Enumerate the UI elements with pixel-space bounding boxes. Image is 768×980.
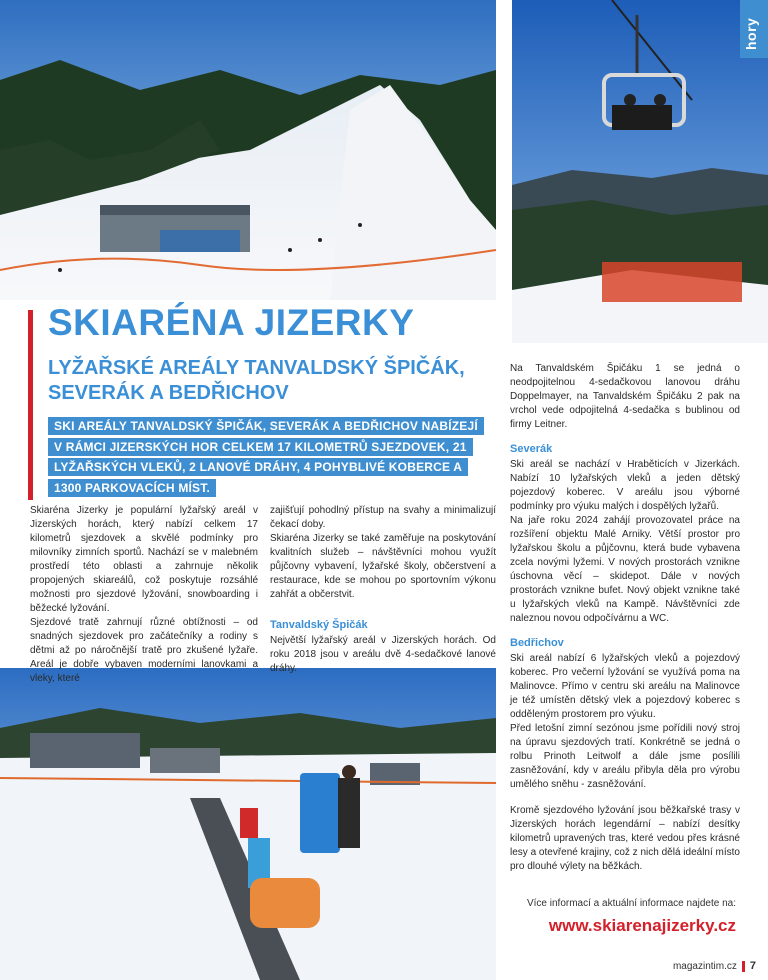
lead-text: SKI AREÁLY TANVALDSKÝ ŠPIČÁK, SEVERÁK A BEDŘICHOV NABÍZEJÍ V RÁMCI JIZERSKÝCH HOR CELKEM 17 KILOMETRŮ SJEZDOVEK, 21 LYŽAŘSKÝCH VLEKŮ, 2 LANOVÉ DRÁHY, 4 POHYBLIVÉ KOBERCE A 1300 PARKOVACÍCH MÍST. bbox=[48, 417, 484, 497]
ski-slope-photo bbox=[0, 0, 496, 300]
section-heading-bedrichov: Bedřichov bbox=[510, 637, 564, 649]
kids-ski-area-photo bbox=[0, 668, 496, 980]
section-tab-label: hory bbox=[743, 17, 759, 50]
paragraph: Skiaréna Jizerky se také zaměřuje na poskytování kvalitních služeb – návštěvníci mohou využít půjčovny vybavení, lyžařské školy, občerstvení a restaurace, kde se mohou po sportovním výkonu zahřát a občerstvit. bbox=[270, 533, 496, 600]
title-accent-bar bbox=[28, 310, 33, 500]
article-column-2 bbox=[270, 504, 496, 676]
section-heading-severak: Severák bbox=[510, 443, 553, 455]
page-title: SKIARÉNA JIZERKY bbox=[48, 302, 415, 343]
paragraph: Na jaře roku 2024 zahájí provozovatel práce na rozšíření objektu Malé Arniky. Větší prostor pro lyžařskou školu a půjčovnu, která bude vybavena zcela novými lyžemi. V nových prostorách vznikne úschovna věcí – skidepot. Dále v nových prostorách vznikne bufet. Nový objekt vznikne také u lyžařských vleků na Kampě. Návštěvníci zde naleznou novou odpočívárnu a WC. bbox=[510, 515, 740, 624]
footer-site: magazintim.cz bbox=[672, 961, 737, 972]
paragraph: Před letošní zimní sezónou jsme pořídili nový stroj na úpravu sjezdových tratí. Konkrétně se jedná o rolbu Prinoth Leitwolf a dále jsme posílili zasněžování, kdy v areálu přibyla děla pro výrobu umělého sněhu - zasněžování. bbox=[510, 723, 740, 790]
paragraph: Sjezdové tratě zahrnují různé obtížnosti – od snadných sjezdovek pro začátečníky a rodiny s dětmi až po náročnější tratě pro zkušené lyžaře. Areál je dobře vybaven moderními lanovkami a vleky, které bbox=[30, 617, 258, 684]
page-footer bbox=[596, 960, 756, 972]
paragraph: zajišťují pohodlný přístup na svahy a minimalizují čekací doby. bbox=[270, 505, 496, 530]
footer-divider bbox=[742, 961, 745, 972]
website-link[interactable]: www.skiarenajizerky.cz bbox=[548, 916, 736, 935]
chairlift-photo bbox=[512, 0, 768, 343]
paragraph: Na Tanvaldském Špičáku 1 se jedná o neodpojitelnou 4-sedačkovou lanovou dráhu Doppelmayer, na Tanvaldském Špičáku 2 pak na vrchol vede odpojitelná 4-sedačka s bublinou od firmy Leitner. bbox=[510, 363, 740, 430]
page-number: 7 bbox=[749, 960, 756, 972]
section-tab bbox=[740, 0, 768, 58]
page-subtitle: LYŽAŘSKÉ AREÁLY TANVALDSKÝ ŠPIČÁK, SEVERÁK A BEDŘICHOV bbox=[48, 357, 465, 404]
section-heading-tanvaldsky-spicak: Tanvaldský Špičák bbox=[270, 619, 368, 631]
more-info-text: Více informací a aktuální informace najdete na: bbox=[526, 898, 736, 909]
paragraph: Kromě sjezdového lyžování jsou běžkařské trasy v Jizerských horách legendární – nabízí desítky kilometrů upravených tras, které vedou přes krásné lesy a otevřené krajiny, což z nich dělá ideální místo pro dlouhé výlety na běžkách. bbox=[510, 805, 740, 872]
paragraph: Největší lyžařský areál v Jizerských horách. Od roku 2018 jsou v areálu dvě 4-sedačkové lanové dráhy. bbox=[270, 635, 496, 674]
paragraph: Ski areál nabízí 6 lyžařských vleků a pojezdový koberec. Pro večerní lyžování se využívá poma na Malinovce. Přímo v centru ski areálu na Malinovce je též umístěn dětský vlek a pojezdový koberec s odděleným prostorem pro výuku. bbox=[510, 653, 740, 720]
article-column-3 bbox=[510, 362, 740, 874]
paragraph: Skiaréna Jizerky je populární lyžařský areál v Jizerských horách, který nabízí celkem 17 kilometrů sjezdovek a skvělé podmínky pro milovníky zimních sportů. Nachází se v malebném prostředí této oblasti a zahrnuje několik propojených skiareálů, což poskytuje rozsáhlé možnosti pro sjezdové lyžování, snowboarding i běžecké lyžování. bbox=[30, 505, 258, 614]
article-column-1 bbox=[30, 504, 258, 686]
lead-paragraph bbox=[48, 416, 488, 498]
paragraph: Ski areál se nachází v Hraběticích v Jizerkách. Nabízí 10 lyžařských vleků a jeden dětský pojezdový koberec. V areálu jsou výborné podmínky pro výuku malých i dospělých lyžařů. bbox=[510, 459, 740, 512]
